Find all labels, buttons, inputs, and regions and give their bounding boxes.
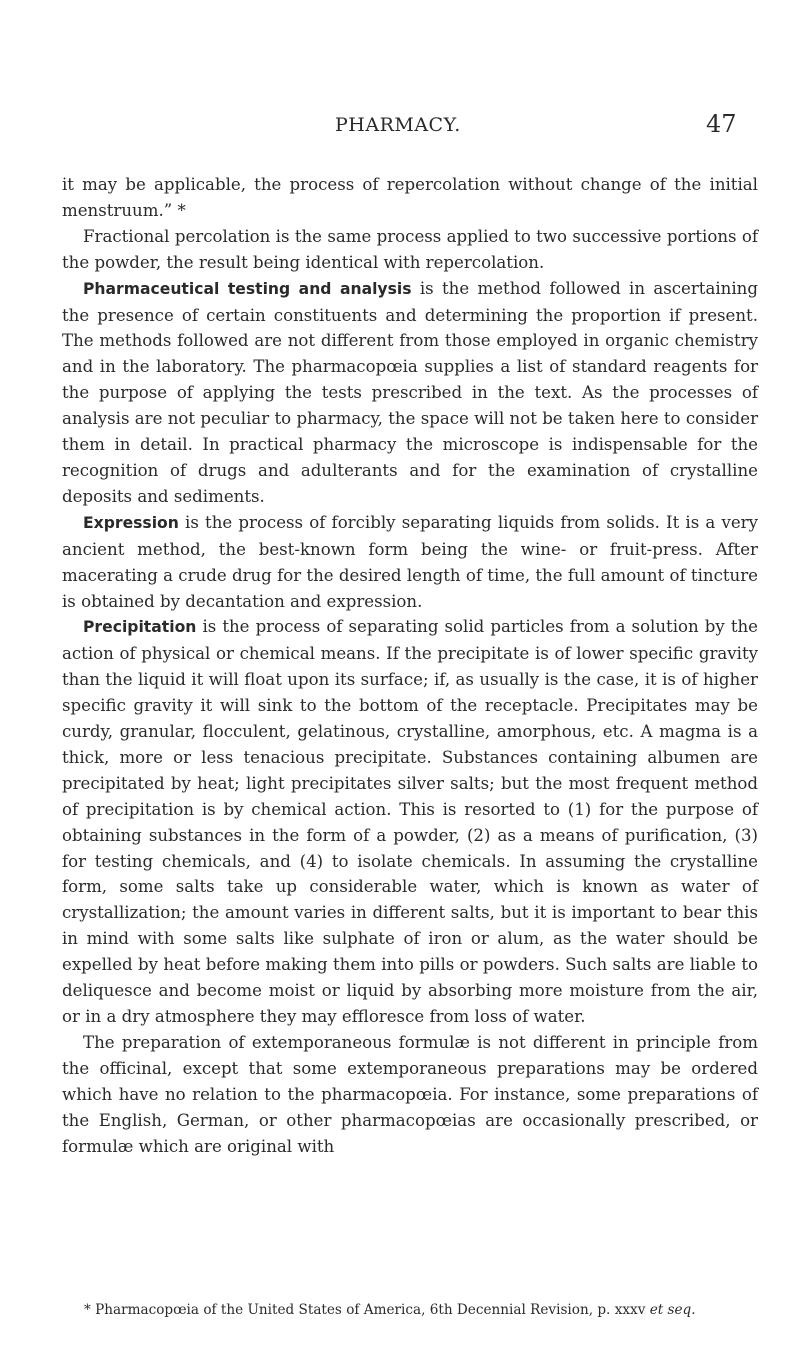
paragraph-text: is the process of separating solid particles from a solution by the action of physical or chemical means. If the precipitate is of lower specific gravity than the liquid it will float upon its surface; if, as usually is the case, it is of higher specific gravity it will sink to the bottom of the receptacle. Precipitates may be curdy, granular, flocculent, gelatinous, crystalline, amorphous, etc. A magma is a thick, more or less tenacious precipitate. Substances containing albumen are precipitated by heat; light precipitates silver salts; but the most frequent method of precipitation is by chemical action. This is resorted to (1) for the purpose of obtaining substances in the form of a powder, (2) as a means of purification, (3) for testing chemicals, and (4) to isolate chemicals. In assuming the crystalline form, some salts take up considerable water, which is known as water of crystallization; the amount varies in different salts, but it is important to bear this in mind with some salts like sulphate of iron or alum, as the water should be expelled by heat before making them into pills or powders. Such salts are liable to deliquesce and become moist or liquid by absorbing more moisture from the air, or in a dry atmosphere they may effloresce from loss of water. — [62, 617, 758, 1026]
paragraph-continuation: it may be applicable, the process of repercolation without change of the initial menstruum.” * — [62, 175, 758, 220]
term-pharmaceutical-testing: Pharmaceutical testing and analysis — [83, 279, 412, 298]
footnote-et-seq: et seq. — [649, 1302, 696, 1318]
paragraph-fractional-percolation: Fractional percolation is the same process applied to two successive portions of the powder, the result being identical with repercolation. — [62, 226, 758, 272]
paragraph-pharmaceutical-testing — [62, 276, 758, 510]
paragraph-expression — [62, 510, 758, 615]
footnote — [84, 1301, 774, 1319]
running-head — [0, 110, 800, 140]
paragraph-text: is the method followed in ascertaining the presence of certain constituents and determining the proportion if present. The methods followed are not different from those employed in organic chemistry and in the laboratory. The pharmacopœia supplies a list of standard reagents for the purpose of applying the tests prescribed in the text. As the processes of analysis are not peculiar to pharmacy, the space will not be taken here to consider them in detail. In practical pharmacy the microscope is indispensable for the recognition of drugs and adulterants and for the examination of crystalline deposits and sediments. — [62, 278, 758, 506]
paragraph-precipitation — [62, 614, 758, 1030]
paragraph-extemporaneous-formulae: The preparation of extemporaneous formulæ is not different in principle from the officinal, except that some extemporaneous preparations may be ordered which have no relation to the pharmacopœia. For instance, some preparations of the English, German, or other pharmacopœias are occasionally prescribed, or formulæ which are original with — [62, 1032, 758, 1156]
term-expression: Expression — [83, 513, 179, 532]
page-number: 47 — [706, 110, 737, 138]
running-title: PHARMACY. — [335, 114, 461, 136]
term-precipitation: Precipitation — [83, 618, 197, 637]
paragraph-text: is the process of forcibly separating liquids from solids. It is a very ancient method, the best-known form being the wine- or fruit-press. After macerating a crude drug for the desired length of time, the full amount of tincture is obtained by decantation and expression. — [62, 512, 758, 611]
footnote-text: * Pharmacopœia of the United States of America, 6th Decennial Revision, p. xxxv — [84, 1302, 650, 1318]
body-text — [62, 172, 758, 1159]
